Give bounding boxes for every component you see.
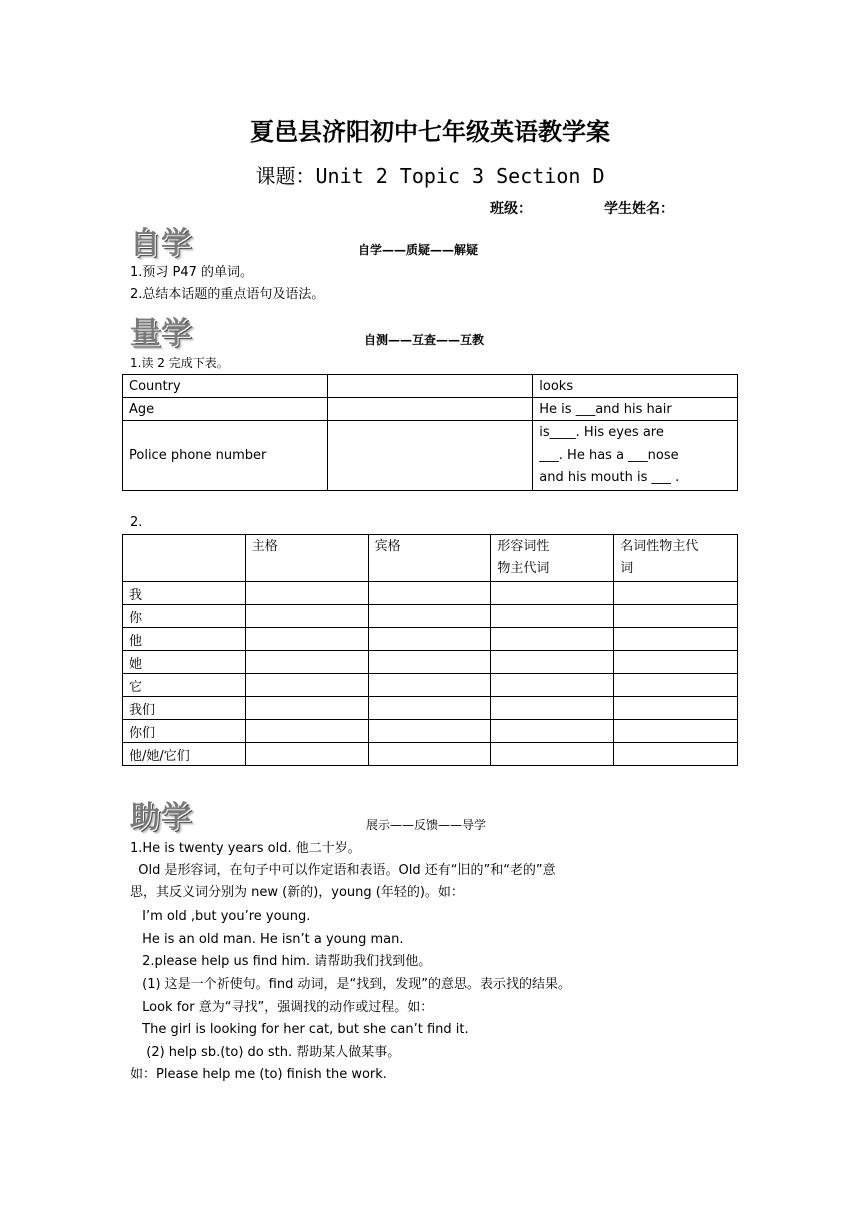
table-row bbox=[123, 605, 738, 628]
blank-cell[interactable] bbox=[245, 651, 368, 674]
section3-line-8: Look for 意为“寻找”，强调找的动作或过程。如： bbox=[138, 1000, 434, 1015]
section3-line-11: 如：Please help me (to) finish the work. bbox=[130, 1067, 387, 1082]
section-badge-zhuxue: 助学 bbox=[130, 800, 192, 835]
blank-cell[interactable] bbox=[368, 743, 491, 766]
header-adj-line-1: 形容词性 bbox=[497, 539, 550, 554]
blank-cell[interactable] bbox=[614, 582, 738, 605]
class-label: 班级： bbox=[490, 201, 532, 217]
pronoun-row-label: 你 bbox=[123, 605, 246, 628]
blank-cell[interactable] bbox=[491, 582, 614, 605]
header-noun-possessive bbox=[614, 535, 738, 582]
section1-line-2: 2.总结本话题的重点语句及语法。 bbox=[130, 287, 325, 302]
section3-line-7: (1) 这是一个祈使句。find 动词，是“找到，发现”的意思。表示找的结果。 bbox=[138, 977, 571, 992]
blank-cell[interactable] bbox=[245, 697, 368, 720]
section3-line-5: He is an old man. He isn’t a young man. bbox=[138, 932, 404, 947]
section1-line-1: 1.预习 P47 的单词。 bbox=[130, 265, 254, 280]
header-noun-line-2: 词 bbox=[620, 561, 634, 576]
pronoun-row-label: 他 bbox=[123, 628, 246, 651]
looks-line-3: ___. He has a ___nose bbox=[539, 447, 679, 463]
blank-cell[interactable] bbox=[614, 605, 738, 628]
section3-line-3: 思，其反义词分别为 new (新的)，young (年轻的)。如： bbox=[130, 885, 464, 900]
blank-cell[interactable] bbox=[491, 651, 614, 674]
table-row bbox=[123, 398, 738, 421]
section3-line-1: 1.He is twenty years old. 他二十岁。 bbox=[130, 841, 361, 856]
row-label-age: Age bbox=[123, 398, 328, 421]
blank-cell[interactable] bbox=[245, 582, 368, 605]
blank-cell[interactable] bbox=[327, 375, 533, 398]
blank-cell[interactable] bbox=[245, 628, 368, 651]
section3-line-10: (2) help sb.(to) do sth. 帮助某人做某事。 bbox=[138, 1045, 401, 1060]
student-name-label: 学生姓名： bbox=[604, 201, 674, 217]
info-table bbox=[122, 374, 738, 491]
subtitle-prefix: 课题： bbox=[255, 164, 316, 188]
looks-line-2: is____. His eyes are bbox=[539, 425, 664, 440]
row-label-police-phone: Police phone number bbox=[123, 421, 328, 491]
section-badge-liangxue: 量学 bbox=[130, 316, 192, 351]
blank-cell[interactable] bbox=[368, 582, 491, 605]
blank-cell[interactable] bbox=[368, 697, 491, 720]
section3-line-2: Old 是形容词，在句子中可以作定语和表语。Old 还有“旧的”和“老的”意 bbox=[130, 863, 556, 878]
header-cell-empty bbox=[123, 535, 246, 582]
section-badge-zixue: 自学 bbox=[130, 226, 192, 261]
section2-motto: 自测——互查——互教 bbox=[364, 333, 485, 347]
section2-instruction: 1.读 2 完成下表。 bbox=[130, 356, 229, 370]
header-noun-line-1: 名词性物主代 bbox=[620, 539, 699, 554]
blank-cell[interactable] bbox=[491, 605, 614, 628]
looks-cell bbox=[533, 421, 738, 491]
blank-cell[interactable] bbox=[491, 628, 614, 651]
blank-cell[interactable] bbox=[368, 674, 491, 697]
blank-cell[interactable] bbox=[614, 720, 738, 743]
blank-cell[interactable] bbox=[491, 697, 614, 720]
pronoun-row-label: 我们 bbox=[123, 697, 246, 720]
table-row bbox=[123, 628, 738, 651]
table-row bbox=[123, 375, 738, 398]
blank-cell[interactable] bbox=[491, 674, 614, 697]
blank-cell[interactable] bbox=[491, 720, 614, 743]
pronoun-row-label: 我 bbox=[123, 582, 246, 605]
section3-line-9: The girl is looking for her cat, but she can’t find it. bbox=[138, 1022, 469, 1037]
blank-cell[interactable] bbox=[614, 697, 738, 720]
pronoun-table bbox=[122, 534, 738, 766]
header-object: 宾格 bbox=[368, 535, 491, 582]
page-title: 夏邑县济阳初中七年级英语教学案 bbox=[250, 118, 610, 146]
blank-cell[interactable] bbox=[245, 674, 368, 697]
blank-cell[interactable] bbox=[614, 743, 738, 766]
table-row bbox=[123, 582, 738, 605]
lesson-subtitle bbox=[0, 160, 860, 189]
pronoun-row-label: 他/她/它们 bbox=[123, 743, 246, 766]
blank-cell[interactable] bbox=[491, 743, 614, 766]
pronoun-row-label: 你们 bbox=[123, 720, 246, 743]
blank-cell[interactable] bbox=[245, 720, 368, 743]
header-subject: 主格 bbox=[245, 535, 368, 582]
blank-cell[interactable] bbox=[368, 651, 491, 674]
blank-cell[interactable] bbox=[245, 743, 368, 766]
looks-line-4: and his mouth is ___ . bbox=[539, 470, 680, 485]
table-row bbox=[123, 421, 738, 491]
table-row bbox=[123, 674, 738, 697]
blank-cell[interactable] bbox=[368, 605, 491, 628]
table-row bbox=[123, 697, 738, 720]
section1-motto: 自学——质疑——解疑 bbox=[358, 243, 479, 257]
looks-header: looks bbox=[533, 375, 738, 398]
blank-cell[interactable] bbox=[327, 398, 533, 421]
pronoun-header-row bbox=[123, 535, 738, 582]
blank-cell[interactable] bbox=[614, 651, 738, 674]
subtitle-topic: Unit 2 Topic 3 Section D bbox=[315, 164, 605, 188]
pronoun-table-label: 2. bbox=[130, 515, 143, 530]
blank-cell[interactable] bbox=[614, 674, 738, 697]
header-adj-line-2: 物主代词 bbox=[497, 561, 550, 576]
table-row bbox=[123, 651, 738, 674]
blank-cell[interactable] bbox=[327, 421, 533, 491]
section3-line-6: 2.please help us find him. 请帮助我们找到他。 bbox=[138, 954, 432, 969]
blank-cell[interactable] bbox=[368, 628, 491, 651]
blank-cell[interactable] bbox=[245, 605, 368, 628]
pronoun-row-label: 她 bbox=[123, 651, 246, 674]
section3-line-4: I’m old ,but you’re young. bbox=[138, 909, 311, 924]
row-label-country: Country bbox=[123, 375, 328, 398]
looks-line-1: He is ___and his hair bbox=[533, 398, 738, 421]
blank-cell[interactable] bbox=[614, 628, 738, 651]
header-adj-possessive bbox=[491, 535, 614, 582]
pronoun-row-label: 它 bbox=[123, 674, 246, 697]
table-row bbox=[123, 743, 738, 766]
blank-cell[interactable] bbox=[368, 720, 491, 743]
section3-motto: 展示——反馈——导学 bbox=[366, 818, 487, 832]
table-row bbox=[123, 720, 738, 743]
